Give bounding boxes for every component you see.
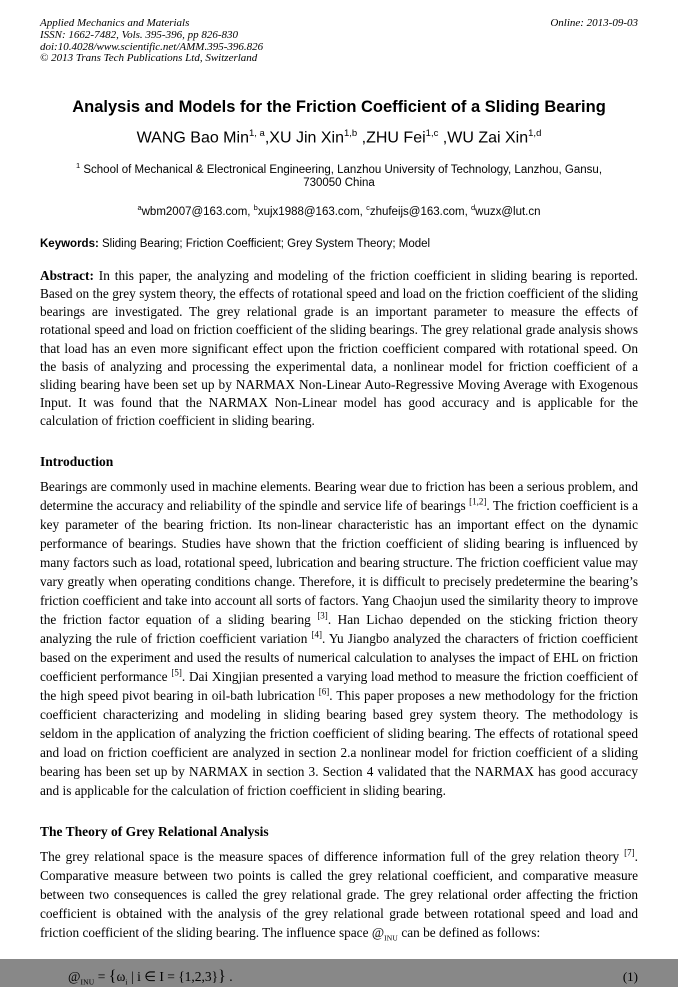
text-segment: The grey relational space is the measure spaces of difference information full of the grey relation theory: [40, 849, 625, 865]
author-name: WANG Bao Min: [136, 129, 249, 147]
citation-ref: [6]: [318, 686, 330, 697]
journal-copyright-line: © 2013 Trans Tech Publications Ltd, Switzerland: [40, 52, 258, 65]
email-marker: b: [253, 203, 258, 213]
omega-symbol: ω: [116, 969, 126, 985]
journal-header: [40, 18, 638, 65]
author-separator: ,: [357, 129, 367, 147]
email-address: xujx1988@163.com,: [257, 206, 367, 219]
equation-1-row: [40, 968, 638, 986]
author-name: ZHU Fei: [366, 129, 426, 147]
at-symbol: @: [68, 969, 81, 985]
index-set: {1,2,3}: [178, 969, 219, 985]
email-address: zhufeijs@163.com,: [369, 206, 471, 219]
at-subscript: INU: [80, 977, 95, 987]
text-segment: can be defined as follows:: [398, 925, 541, 941]
author-line: [40, 124, 638, 148]
citation-ref: [3]: [317, 610, 328, 621]
at-subscript: INU: [384, 933, 398, 943]
author-affil-sup: 1,d: [528, 128, 542, 140]
paper-title: Analysis and Models for the Friction Coefficient of a Sliding Bearing: [72, 98, 606, 117]
theory-paragraph: [40, 847, 638, 942]
open-brace: {: [108, 968, 117, 986]
text-segment: . The friction coefficient is a key parameter of the bearing friction. Its non-linear characteristic has an important effect on the dynamic performance of bearings. Studies have shown that the friction coefficient of sliding bearing is influenced by many factors such as load, rotational speed, lubrication and bearing structure. The friction coefficient value may vary greatly when operating conditions change. Therefore, it is difficult to precisely predetermine the bearing’s friction coefficient and take into account all sorts of factors. Yang Chaojun used the similarity theory to improve the friction factor equation of a sliding bearing: [40, 498, 639, 628]
citation-ref: [5]: [171, 667, 182, 678]
email-marker: a: [137, 203, 142, 213]
keywords-line: [40, 238, 638, 250]
journal-title: Applied Mechanics and Materials: [40, 17, 190, 29]
email-marker: d: [470, 203, 476, 213]
text-segment: . This paper proposes a new methodology for the friction coefficient characterizing and modeling in sliding bearing based grey system theory. The methodology is seldom in the application of analyzing the friction coefficient of sliding bearing. The effects of rotational speed and load on friction coefficient are analyzed in section 2.a nonlinear model for friction coefficient of a sliding bearing has been set up by NARMAX in section 3. Section 4 validated that the NARMAX has good accuracy and is applicable for the calculation of friction coefficient in sliding bearing.: [40, 688, 639, 799]
equation-1: [68, 968, 233, 986]
citation-ref: [7]: [624, 847, 635, 858]
email-line: [40, 203, 638, 218]
omega-subscript: i: [125, 977, 128, 987]
section-heading-introduction: Introduction: [40, 454, 114, 470]
text-segment: . Dai Xingjian presented a varying load method to measure the friction coefficient of the high speed pivot bearing in oil-bath lubrication: [40, 669, 638, 704]
citation-ref: [4]: [311, 629, 322, 640]
author-name: XU Jin Xin: [269, 129, 344, 147]
text-segment: . Han Lichao depended on the sticking friction theory analyzing the rule of friction coefficient variation: [40, 612, 638, 647]
abstract-label: Abstract:: [40, 268, 94, 284]
author-separator: ,: [438, 129, 448, 147]
online-date: Online: 2013-09-03: [550, 17, 638, 29]
equation-number: (1): [622, 969, 638, 985]
affiliation: [69, 159, 609, 191]
email-marker: c: [366, 203, 370, 213]
close-brace: }: [218, 968, 226, 986]
equals-sign: =: [94, 969, 109, 985]
affiliation-marker: 1: [75, 160, 81, 170]
journal-header-left: [40, 18, 263, 65]
email-address: wbm2007@163.com,: [141, 206, 254, 219]
author-affil-sup: 1,c: [425, 128, 439, 140]
equation-period: .: [225, 969, 233, 985]
text-segment: . Comparative measure between two points is called the grey relational coefficient, and comparative measure between two consequences is called the grey relational grade. The grey relational order affecting the friction coefficient is obtained with the analysis of the grey relational grade between rotational speed and load and friction coefficient of the sliding bearing. The influence space: [40, 849, 638, 941]
abstract-paragraph: [40, 267, 638, 430]
email-address: wuzx@lut.cn: [475, 206, 541, 219]
author-name: WU Zai Xin: [447, 129, 529, 147]
citation-ref: [1,2]: [469, 496, 487, 507]
author-affil-sup: 1,b: [343, 128, 358, 140]
author-separator: ,: [264, 129, 270, 147]
section-heading-theory: The Theory of Grey Relational Analysis: [40, 824, 269, 840]
affiliation-text: School of Mechanical & Electronical Engineering, Lanzhou University of Technology, Lanzhou, Gansu, 730050 China: [80, 163, 603, 189]
introduction-paragraph: [40, 477, 638, 800]
equation-middle: | i ∈ I =: [127, 969, 179, 985]
influence-space-symbol: [371, 925, 398, 943]
keywords-label: Keywords:: [40, 238, 99, 251]
text-segment: . Yu Jiangbo analyzed the characters of friction coefficient based on the experiment and used the results of numerical calculation to analyses the impact of EHL on friction coefficient performance: [40, 631, 638, 685]
text-segment: Bearings are commonly used in machine elements. Bearing wear due to friction has been a serious problem, and determine the accuracy and reliability of the spindle and service life of bearings: [40, 479, 638, 514]
journal-issn-line: ISSN: 1662-7482, Vols. 395-396, pp 826-830: [40, 28, 238, 41]
journal-doi-line: doi:10.4028/www.scientific.net/AMM.395-396.826: [40, 40, 264, 53]
at-symbol: @: [371, 925, 385, 941]
keywords-text: Sliding Bearing; Friction Coefficient; Grey System Theory; Model: [98, 238, 431, 251]
author-affil-sup: 1, a: [248, 128, 265, 140]
abstract-text: In this paper, the analyzing and modeling of the friction coefficient in sliding bearing is reported. Based on the grey system theory, the effects of rotational speed and load on the friction coefficient of the sliding bearings are investigated. The grey relational grade is an important parameter to measure the effects of rotational speed and load on friction coefficient of the sliding bearings. The grey relational grade analysis shows that load has an even more significant effect upon the friction coefficient compared with rotational speed. On the basis of analyzing and processing the experimental data, a nonlinear model for friction coefficient of a sliding bearing have been set up by NARMAX Non-Linear Auto-Regressive Moving Average with Exogenous Input. It was found that the NARMAX Non-Linear model has good accuracy and is applicable for the calculation of friction coefficient in sliding bearing.: [40, 268, 638, 428]
